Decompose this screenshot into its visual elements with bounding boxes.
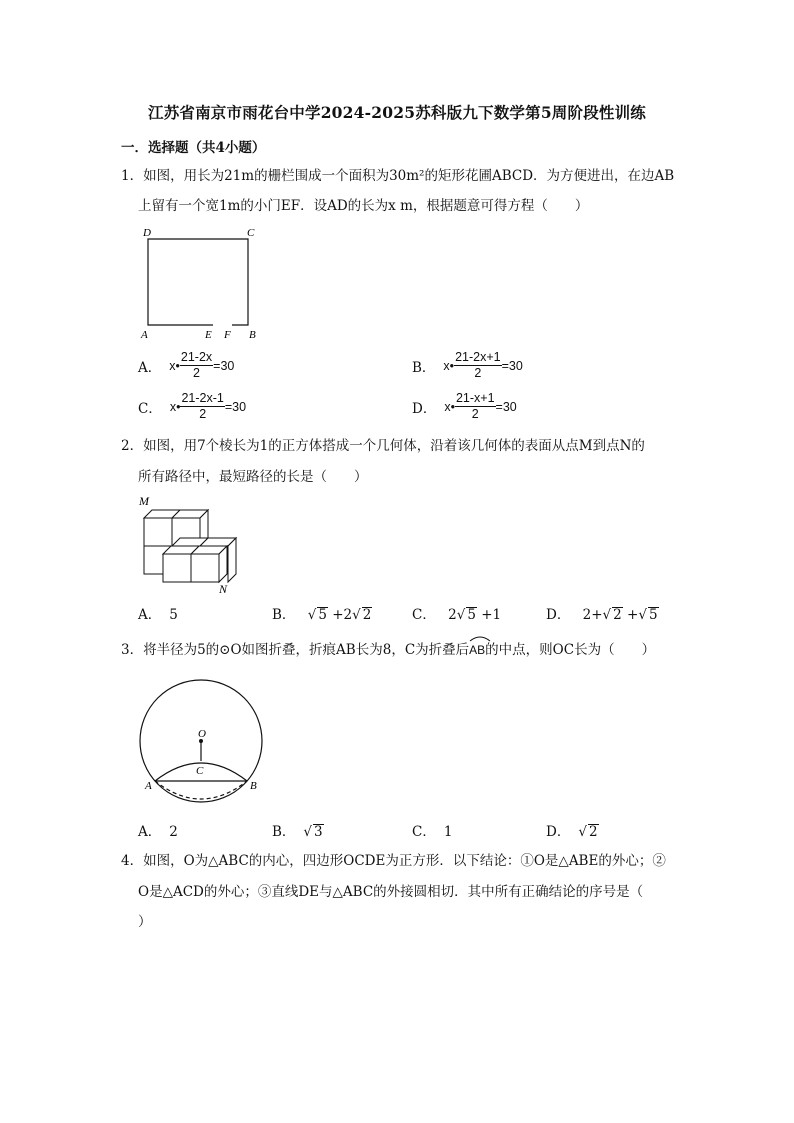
q2-line1: 2．如图，用7个棱长为1的正方体搭成一个几何体，沿着该几何体的表面从点M到点N的 — [121, 438, 645, 454]
numerator: 21-2x-1 — [181, 391, 224, 405]
q2-cubes-figure — [136, 492, 246, 594]
q2-option-c[interactable] — [412, 603, 501, 623]
option-tag: A． — [138, 359, 162, 376]
radicand: 2 — [588, 824, 598, 840]
label-M: M — [139, 494, 149, 508]
q4-line1: 4．如图，O为△ABC的内心，四边形OCDE为正方形．以下结论：①O是△ABE的外心；② — [121, 853, 666, 869]
q3-option-d[interactable] — [546, 820, 599, 840]
radical-sign: √ — [307, 607, 317, 623]
radicand: 5 — [648, 607, 658, 623]
label-O: O — [198, 728, 206, 740]
q1-line1: 1．如图，用长为21m的栅栏围成一个面积为30m²的矩形花圃ABCD．为方便进出，在边AB — [121, 168, 675, 184]
q3-option-c[interactable] — [412, 820, 452, 840]
q3-text-b: 的中点，则OC长为（ ） — [485, 642, 656, 658]
radical-sign: √ — [303, 824, 313, 840]
label-C: C — [247, 227, 255, 239]
option-tag: B． — [272, 607, 296, 623]
coefficient: 2 — [448, 607, 457, 623]
option-tag: B． — [272, 824, 296, 840]
coefficient: 2+ — [582, 607, 603, 623]
option-prefix: x• — [169, 399, 181, 414]
q1-option-a[interactable] — [138, 350, 234, 381]
denominator: 2 — [474, 366, 482, 380]
option-prefix: x• — [169, 358, 180, 373]
option-suffix: =30 — [213, 358, 235, 373]
radical-sign: √ — [352, 607, 361, 623]
option-suffix: =30 — [495, 399, 517, 414]
radical-sign: √ — [602, 607, 612, 623]
option-tag: C． — [412, 824, 436, 840]
q3-circle-figure — [138, 670, 268, 794]
q3-option-a[interactable] — [138, 820, 178, 840]
option-prefix: x• — [444, 399, 455, 414]
label-A: A — [141, 329, 148, 341]
q2-option-d[interactable] — [546, 603, 659, 623]
section-heading: 一．选择题（共4小题） — [121, 140, 266, 156]
numerator: 21-2x — [180, 350, 213, 364]
q1-rectangle-figure — [138, 226, 268, 344]
q2-line2: 所有路径中，最短路径的长是（ ） — [138, 469, 368, 485]
radicand: 5 — [318, 607, 327, 623]
cube-front-face — [163, 554, 191, 582]
option-suffix: =30 — [501, 358, 523, 373]
label-E: E — [205, 329, 212, 341]
q3-line — [121, 640, 655, 660]
page-title: 江苏省南京市雨花台中学2024-2025苏科版九下数学第5周阶段性训练 — [148, 103, 646, 122]
denominator: 2 — [193, 366, 200, 380]
q1-line2: 上留有一个宽1m的小门EF．设AD的长为x m，根据题意可得方程（ ） — [138, 198, 589, 214]
label-B: B — [250, 780, 257, 792]
radicand: 3 — [314, 824, 323, 840]
option-tag: D． — [546, 824, 571, 840]
label-B: B — [249, 329, 256, 341]
operator: +1 — [476, 607, 502, 623]
label-A: A — [145, 780, 152, 792]
option-tag: B． — [412, 359, 436, 376]
q1-option-d[interactable] — [412, 391, 517, 422]
q4-line3: ） — [138, 914, 152, 930]
q2-option-b[interactable] — [272, 603, 372, 623]
label-N: N — [219, 582, 228, 596]
denominator: 2 — [471, 407, 479, 421]
numerator: 21-2x+1 — [455, 350, 501, 364]
original-arc-dashed — [155, 781, 247, 799]
option-tag: A． — [138, 607, 162, 623]
numerator: 21-x+1 — [455, 391, 495, 405]
q1-option-c[interactable] — [138, 391, 246, 422]
cube-front-face — [191, 554, 219, 582]
option-tag: D． — [546, 607, 571, 623]
cube-side-face — [228, 538, 236, 582]
radical-sign: √ — [456, 607, 466, 623]
denominator: 2 — [199, 407, 207, 421]
option-tag: C． — [138, 400, 162, 417]
option-value: 5 — [169, 607, 178, 623]
option-value: 2 — [169, 824, 178, 840]
fence-outline — [148, 239, 248, 325]
radicand: 5 — [467, 607, 476, 623]
option-prefix: x• — [443, 358, 455, 373]
cube-front-face — [144, 518, 172, 546]
q1-option-b[interactable] — [412, 350, 523, 381]
operator: + — [622, 607, 639, 623]
q3-text-a: 3．将半径为5的⊙O如图折叠，折痕AB长为8，C为折叠后 — [121, 642, 470, 658]
arc-mark — [469, 634, 491, 642]
option-tag: C． — [412, 607, 436, 623]
label-D: D — [143, 227, 151, 239]
q2-option-a[interactable] — [138, 603, 178, 623]
option-suffix: =30 — [224, 399, 247, 414]
option-tag: D． — [412, 400, 437, 417]
radical-sign: √ — [578, 824, 587, 840]
option-tag: A． — [138, 824, 162, 840]
radicand: 2 — [362, 607, 372, 623]
arc-ab-label: AB — [469, 640, 485, 660]
label-F: F — [224, 329, 231, 341]
operator: +2 — [327, 607, 353, 623]
q3-option-b[interactable] — [272, 820, 324, 840]
option-value: 1 — [443, 824, 453, 840]
radicand: 2 — [613, 607, 622, 623]
label-C: C — [196, 765, 204, 777]
q4-line2: O是△ACD的外心；③直线DE与△ABC的外接圆相切．其中所有正确结论的序号是（ — [138, 884, 644, 900]
radical-sign: √ — [638, 607, 647, 623]
